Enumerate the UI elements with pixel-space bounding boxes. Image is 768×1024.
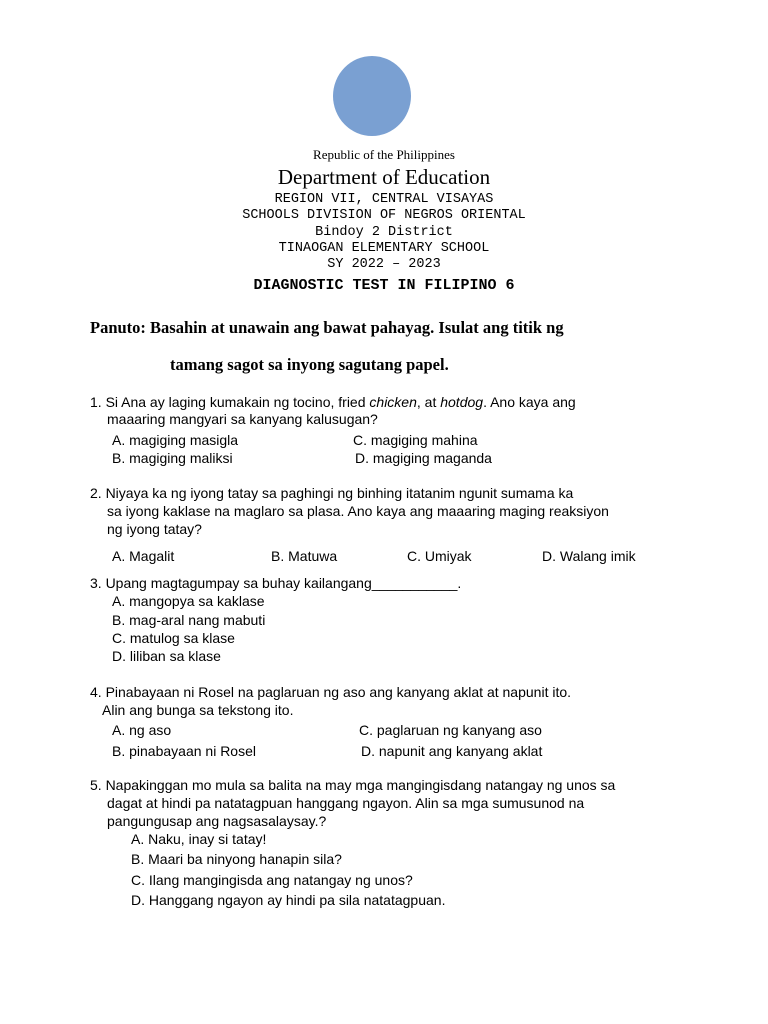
question-4-choice-a: A. ng aso	[112, 722, 172, 738]
question-4-choice-c: C. paglaruan ng kanyang aso	[359, 722, 542, 738]
question-2-choice-c: C. Umiyak	[407, 548, 472, 564]
question-3-line-1: 3. Upang magtagumpay sa buhay kailangang___________.	[90, 575, 462, 591]
question-1-italic-hotdog: hotdog	[440, 394, 484, 410]
question-2-line-2: sa iyong kaklase na maglaro sa plasa. Ano kaya ang maaaring maging reaksiyon	[107, 503, 609, 519]
region-line: REGION VII, CENTRAL VISAYAS	[274, 192, 494, 207]
instruction-line-2: tamang sagot sa inyong sagutang papel.	[170, 355, 449, 374]
question-1-choice-b: B. magiging maliksi	[112, 450, 233, 466]
deped-seal-logo	[333, 56, 411, 136]
question-1-choice-a: A. magiging masigla	[112, 432, 239, 448]
question-5-line-2: dagat at hindi pa natatagpuan hanggang ngayon. Alin sa mga sumusunod na	[107, 795, 585, 811]
test-title: DIAGNOSTIC TEST IN FILIPINO 6	[253, 277, 515, 294]
question-1-line-2: maaaring mangyari sa kanyang kalusugan?	[107, 411, 378, 427]
question-5-choice-b: B. Maari ba ninyong hanapin sila?	[131, 851, 342, 867]
instruction-line-1: Panuto: Basahin at unawain ang bawat pahayag. Isulat ang titik ng	[90, 318, 564, 337]
question-1-line-1	[90, 393, 576, 411]
question-2-choice-d: D. Walang imik	[542, 548, 636, 564]
question-1-text-a: 1. Si Ana ay laging kumakain ng tocino, fried	[90, 394, 370, 410]
school-line: TINAOGAN ELEMENTARY SCHOOL	[278, 241, 490, 256]
question-5-choice-c: C. Ilang mangingisda ang natangay ng unos?	[131, 872, 413, 888]
division-line: SCHOOLS DIVISION OF NEGROS ORIENTAL	[242, 208, 526, 223]
district-line: Bindoy 2 District	[315, 225, 453, 240]
question-4-choice-b: B. pinabayaan ni Rosel	[112, 743, 256, 759]
question-2-choice-b: B. Matuwa	[271, 548, 338, 564]
question-1-italic-chicken: chicken	[369, 394, 417, 410]
question-2-choice-a: A. Magalit	[112, 548, 175, 564]
question-4-choice-d: D. napunit ang kanyang aklat	[361, 743, 543, 759]
question-5-line-1: 5. Napakinggan mo mula sa balita na may mga mangingisdang natangay ng unos sa	[90, 777, 616, 793]
question-3-choice-d: D. liliban sa klase	[112, 648, 221, 664]
question-1-choice-c: C. magiging mahina	[353, 432, 478, 448]
school-year-line: SY 2022 – 2023	[327, 257, 441, 272]
question-4-line-2: Alin ang bunga sa tekstong ito.	[102, 702, 294, 718]
question-1-choice-d: D. magiging maganda	[355, 450, 492, 466]
republic-line: Republic of the Philippines	[313, 147, 455, 162]
question-2-line-1: 2. Niyaya ka ng iyong tatay sa paghingi ng binhing itatanim ngunit sumama ka	[90, 485, 574, 501]
question-1-text-b: , at	[416, 394, 441, 410]
question-1-text-c: . Ano kaya ang	[483, 394, 576, 410]
question-3-choice-c: C. matulog sa klase	[112, 630, 235, 646]
question-5-choice-a: A. Naku, inay si tatay!	[131, 831, 267, 847]
question-3-choice-b: B. mag-aral nang mabuti	[112, 612, 266, 628]
department-title: Department of Education	[277, 165, 491, 189]
question-3-choice-a: A. mangopya sa kaklase	[112, 593, 265, 609]
question-4-line-1: 4. Pinabayaan ni Rosel na paglaruan ng aso ang kanyang aklat at napunit ito.	[90, 684, 572, 700]
question-5-line-3: pangungusap ang nagsasalaysay.?	[107, 813, 327, 829]
question-5-choice-d: D. Hanggang ngayon ay hindi pa sila natatagpuan.	[131, 892, 446, 908]
question-2-line-3: ng iyong tatay?	[107, 521, 202, 537]
